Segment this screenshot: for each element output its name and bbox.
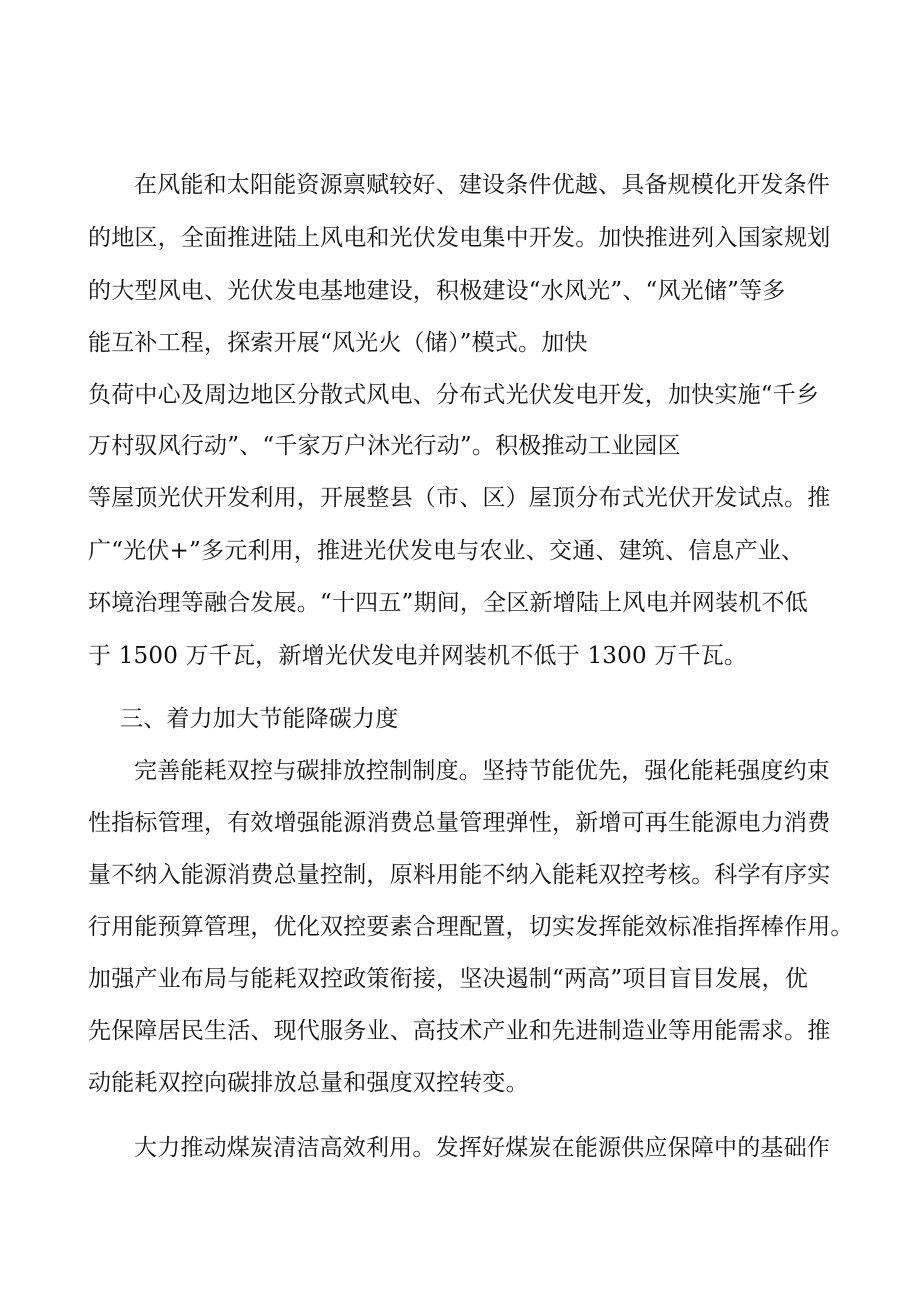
paragraph-line: 负荷中心及周边地区分散式风电、分布式光伏发电开发，加快实施“千乡 [88, 382, 820, 408]
paragraph-line: 先保障居民生活、现代服务业、高技术产业和先进制造业等用能需求。推 [88, 1018, 831, 1044]
paragraph-line: 完善能耗双控与碳排放控制制度。坚持节能优先，强化能耗强度约束 [134, 758, 830, 784]
section-heading: 三、着力加大节能降碳力度 [120, 706, 399, 732]
paragraph-line: 于 1500 万千瓦，新增光伏发电并网装机不低于 1300 万千瓦。 [88, 643, 748, 669]
paragraph-line: 环境治理等融合发展。“十四五”期间，全区新增陆上风电并网装机不低 [88, 590, 808, 616]
paragraph-line: 大力推动煤炭清洁高效利用。发挥好煤炭在能源供应保障中的基础作 [134, 1135, 830, 1161]
paragraph-line: 的地区，全面推进陆上风电和光伏发电集中开发。加快推进列入国家规划 [88, 225, 831, 251]
paragraph-line: 动能耗双控向碳排放总量和强度双控转变。 [88, 1070, 529, 1096]
paragraph-line: 万村驭风行动”、“千家万户沐光行动”。积极推动工业园区 [88, 433, 681, 459]
paragraph-line: 的大型风电、光伏发电基地建设，积极建设“水风光”、“风光储”等多 [88, 278, 786, 304]
paragraph-line: 在风能和太阳能资源禀赋较好、建设条件优越、具备规模化开发条件 [134, 172, 830, 198]
paragraph-line: 性指标管理，有效增强能源消费总量管理弹性，新增可再生能源电力消费 [88, 810, 831, 836]
paragraph-line: 量不纳入能源消费总量控制，原料用能不纳入能耗双控考核。科学有序实 [88, 862, 831, 888]
paragraph-line: 能互补工程，探索开展“风光火（储）”模式。加快 [88, 330, 588, 356]
paragraph-line: 行用能预算管理，优化双控要素合理配置，切实发挥能效标准指挥棒作用。 [88, 914, 854, 940]
paragraph-line: 加强产业布局与能耗双控政策衔接，坚决遏制“两高”项目盲目发展，优 [88, 966, 808, 992]
paragraph-line: 等屋顶光伏开发利用，开展整县（市、区）屋顶分布式光伏开发试点。推 [88, 485, 831, 511]
paragraph-line: 广“光伏+”多元利用，推进光伏发电与农业、交通、建筑、信息产业、 [88, 538, 805, 564]
